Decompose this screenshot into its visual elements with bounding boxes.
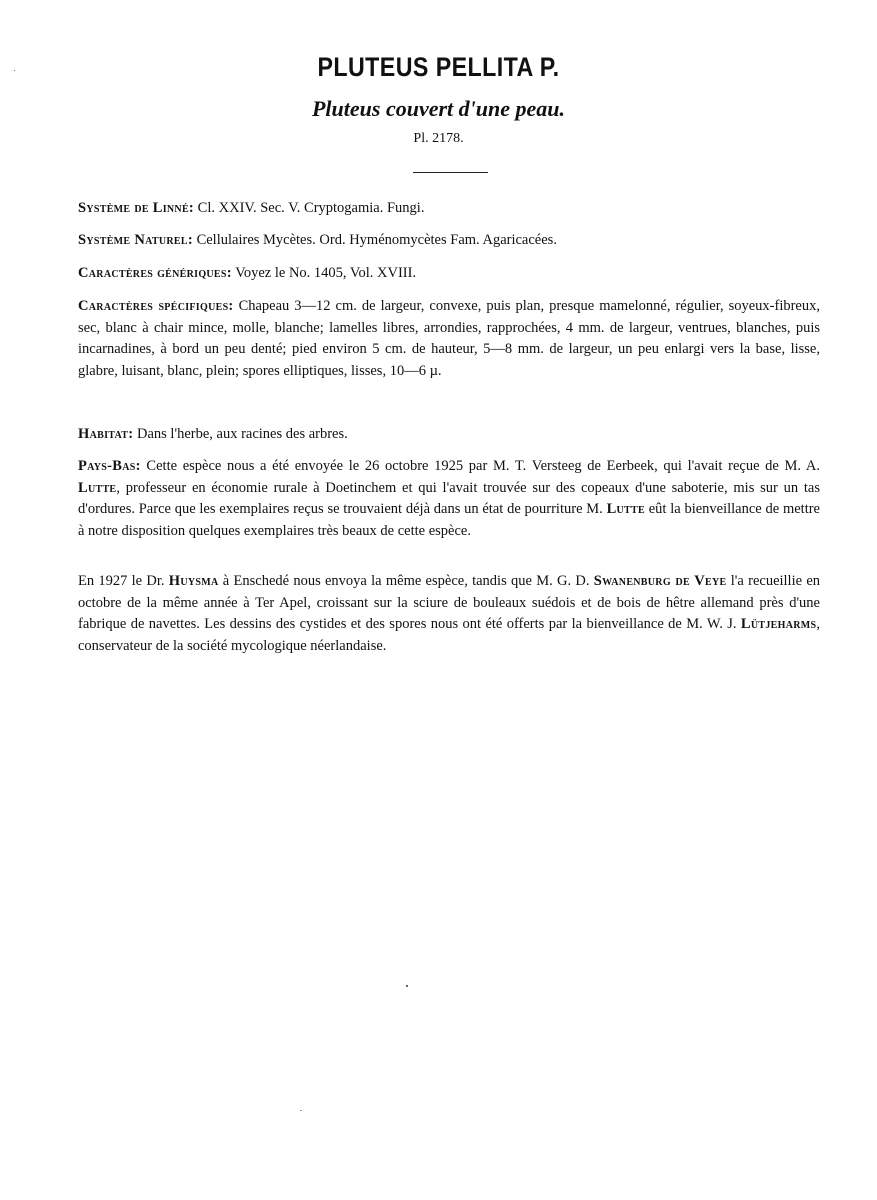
section-label: Système Naturel:: [78, 232, 193, 248]
page-subtitle: Pluteus couvert d'une peau.: [311, 96, 565, 121]
section-label: Habitat:: [78, 426, 134, 442]
page-title: PLUTEUS PELLITA P.: [317, 52, 560, 82]
section-paysbas: [78, 456, 820, 542]
title-divider: [413, 172, 488, 173]
print-speck: [406, 985, 408, 987]
print-speck: [300, 1110, 302, 1111]
person-name: Lütjeharms: [740, 616, 817, 632]
section-specifiques: [78, 296, 820, 382]
section-text: Chapeau 3—12 cm. de largeur, convexe, puis plan, presque mamelonné, régulier, soyeux-fibreux, sec, blanc à chair mince, molle, blanche; lamelles libres, arrondies, rapprochées, 4 mm. de largeur, ventrues, blanches, puis incarnadines, à bord un peu denté; pied environ 5 cm. de hauteur, 5—8 mm. de largeur, un peu enlargi vers la base, lisse, glabre, luisant, blanc, plein; spores elliptiques, lisses, 10—6 µ.: [78, 298, 820, 379]
plate-number: Pl. 2178.: [413, 131, 464, 146]
section-label: Caractères génériques:: [78, 265, 232, 281]
section-text: En 1927 le Dr.: [78, 573, 169, 589]
person-name: Huysma: [168, 573, 219, 589]
section-text: à Enschedé nous envoya la même espèce, tandis que M. G. D.: [218, 573, 594, 589]
section-1927: [78, 571, 820, 657]
section-naturel: [78, 230, 820, 252]
section-text: , conservateur de la société mycologique néerlandaise.: [78, 616, 820, 654]
person-name: Swanenburg de Veye: [593, 573, 727, 589]
section-habitat: [78, 424, 820, 446]
section-text: Cl. XXIV. Sec. V. Cryptogamia. Fungi.: [194, 200, 425, 216]
section-generiques: [78, 263, 820, 285]
section-text: Cette espèce nous a été envoyée le 26 octobre 1925 par M. T. Versteeg de Eerbeek, qui l'avait reçue de M. A.: [140, 458, 820, 474]
section-text: Voyez le No. 1405, Vol. XVIII.: [231, 265, 417, 281]
section-text: Cellulaires Mycètes. Ord. Hyménomycètes Fam. Agaricacées.: [192, 232, 557, 248]
section-label: Pays-Bas:: [78, 458, 141, 474]
person-name: Lutte: [606, 501, 645, 517]
section-text: eût la bienveillance de mettre à notre disposition quelques exemplaires très beaux de cette espèce.: [78, 501, 820, 539]
section-label: Système de Linné:: [78, 200, 195, 216]
print-speck: [14, 70, 15, 71]
section-text: , professeur en économie rurale à Doetinchem et qui l'avait trouvée sur des copeaux d'une saboterie, mis sur un tas d'ordures. Parce que les exemplaires reçus se trouvaient déjà dans un état de pourriture M.: [78, 479, 820, 517]
section-text: Dans l'herbe, aux racines des arbres.: [133, 426, 348, 442]
section-linne: [78, 198, 820, 220]
person-name: Lutte: [78, 479, 117, 496]
section-label: Caractères spécifiques:: [78, 298, 234, 314]
section-text: l'a recueillie en octobre de la même année à Ter Apel, croissant sur la sciure de bouleaux suédois et de bois de hêtre allemand près d'une fabrique de navettes. Les dessins des cystides et des spores nous ont été offerts par la bienveillance de M. W. J.: [78, 573, 821, 632]
